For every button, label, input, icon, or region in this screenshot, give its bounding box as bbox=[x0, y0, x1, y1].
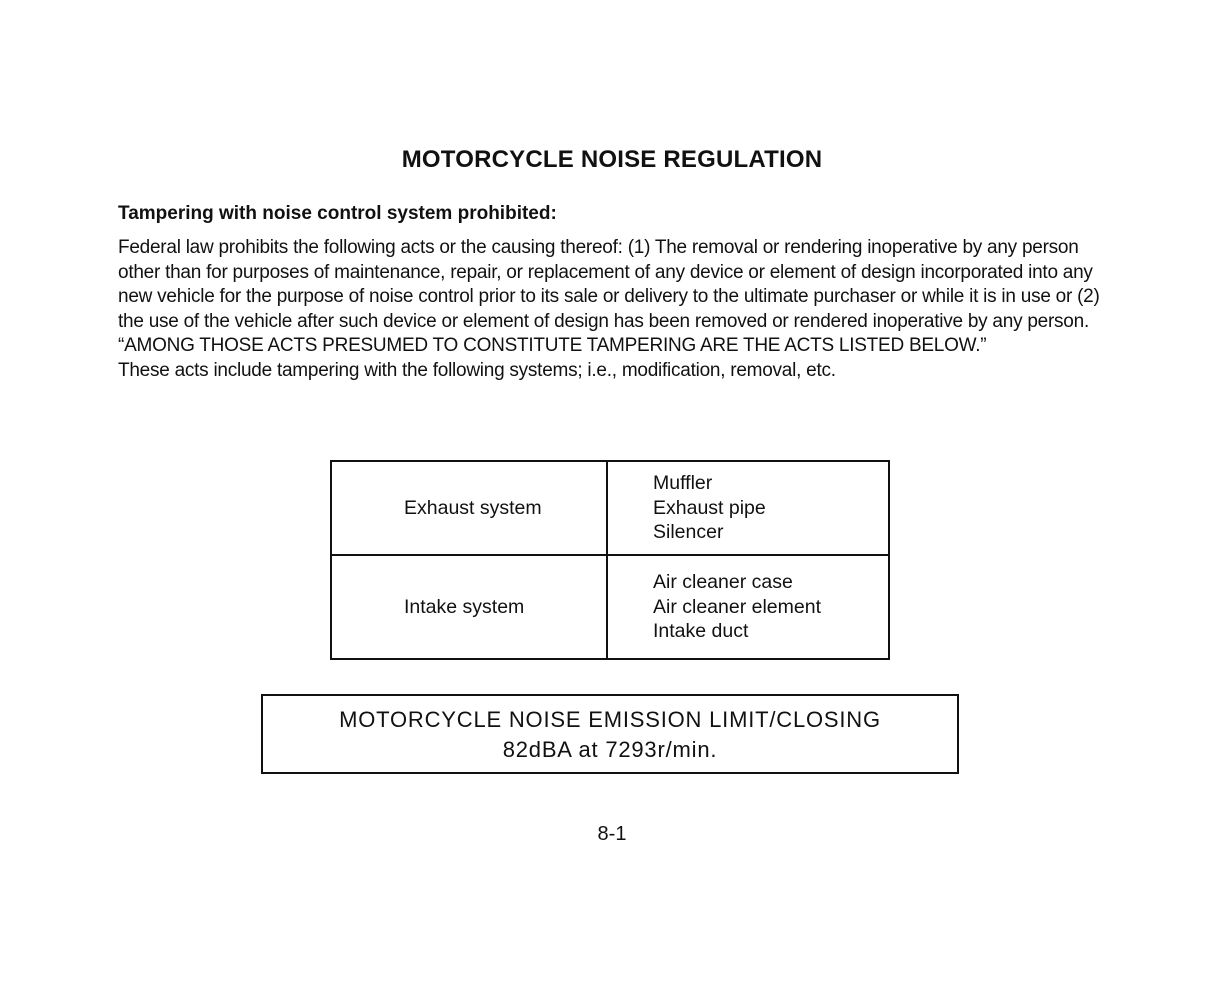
components-cell bbox=[607, 555, 889, 659]
page-title: MOTORCYCLE NOISE REGULATION bbox=[401, 146, 823, 173]
page-number: 8-1 bbox=[597, 823, 627, 845]
component-item: Air cleaner case bbox=[653, 571, 793, 594]
component-item: Silencer bbox=[653, 521, 724, 544]
systems-intro: These acts include tampering with the following systems; i.e., modification, removal, etc. bbox=[118, 359, 836, 381]
noise-limit-box bbox=[261, 694, 959, 774]
component-item: Muffler bbox=[653, 472, 713, 495]
components-cell bbox=[607, 461, 889, 555]
section-heading: Tampering with noise control system prohibited: bbox=[118, 203, 557, 224]
table-row bbox=[331, 555, 889, 659]
table-row bbox=[331, 461, 889, 555]
noise-limit-label: MOTORCYCLE NOISE EMISSION LIMIT/CLOSING bbox=[339, 707, 881, 732]
component-item: Intake duct bbox=[653, 620, 749, 643]
system-name-cell: Intake system bbox=[331, 555, 607, 659]
component-item: Exhaust pipe bbox=[653, 496, 766, 519]
body-text bbox=[118, 236, 1108, 384]
system-name-cell: Exhaust system bbox=[331, 461, 607, 555]
component-item: Air cleaner element bbox=[653, 595, 821, 618]
law-paragraph: Federal law prohibits the following acts or the causing thereof: (1) The removal or rendering inoperative by any person other than for purposes of maintenance, repair, or replacement of any device or element of design incorporated into any new vehicle for the purpose of noise control prior to its sale or delivery to the ultimate purchaser or while it is in use or (2) the use of the vehicle after such device or element of design has been removed or rendered inoperative by any person. bbox=[118, 237, 1100, 332]
noise-limit-value: 82dBA at 7293r/min. bbox=[502, 737, 718, 762]
tampering-quote: “AMONG THOSE ACTS PRESUMED TO CONSTITUTE TAMPERING ARE THE ACTS LISTED BELOW.” bbox=[118, 335, 987, 357]
systems-table bbox=[330, 460, 890, 660]
